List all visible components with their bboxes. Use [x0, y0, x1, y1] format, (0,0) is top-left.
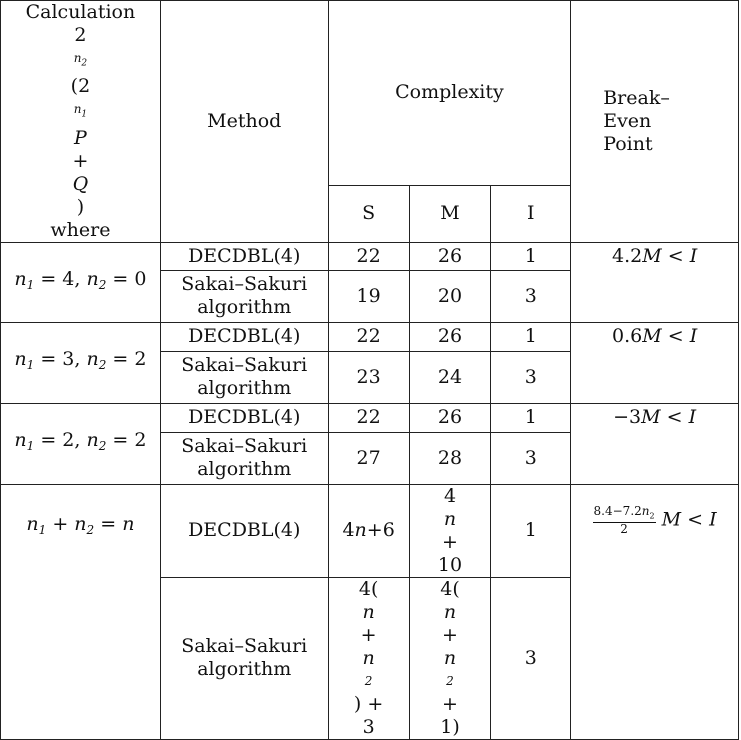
- table-row: [1, 322, 739, 351]
- subheader-m: M: [409, 185, 491, 242]
- m-line: 4( n +: [440, 577, 460, 646]
- method-cell: [160, 432, 328, 484]
- fraction-numerator: $8.4-7.2n_2$: [593, 505, 656, 523]
- m-cell: 24: [409, 351, 491, 403]
- method-cell: DECDBL(4): [160, 484, 328, 577]
- header-calculation: [1, 1, 161, 243]
- method-cell: [160, 577, 328, 739]
- i-cell: 3: [491, 351, 571, 403]
- header-calc-formula: 2 $n_2$ (2 $n_1$ P + Q ): [70, 24, 91, 218]
- s-cell: 4n+6: [328, 484, 409, 577]
- header-complexity: Complexity: [328, 1, 571, 186]
- m-cell: [409, 484, 491, 577]
- calc-cell: $n_1 = 4$, $n_2 = 0$: [1, 242, 161, 322]
- s-cell: 27: [328, 432, 409, 484]
- header-break-even-1: Break–: [603, 86, 670, 109]
- header-break-even: [571, 1, 739, 243]
- method-cell: DECDBL(4): [160, 322, 328, 351]
- s-line: n 2 ) +: [353, 646, 384, 715]
- fraction-denominator: 2: [620, 522, 628, 537]
- s-cell: 23: [328, 351, 409, 403]
- m-cell: 26: [409, 322, 491, 351]
- header-method: Method: [160, 1, 328, 243]
- header-calc-line3: where: [50, 218, 111, 241]
- m-cell: 28: [409, 432, 491, 484]
- method-line: algorithm: [197, 377, 292, 400]
- i-cell: 3: [491, 577, 571, 739]
- method-cell: [160, 270, 328, 322]
- method-line: Sakai–Sakuri: [181, 635, 308, 658]
- method-line: algorithm: [197, 658, 292, 681]
- m-line: n 2 +: [442, 646, 458, 715]
- method-cell: DECDBL(4): [160, 403, 328, 432]
- i-cell: 1: [491, 403, 571, 432]
- method-line: algorithm: [197, 296, 292, 319]
- subheader-i: I: [491, 185, 571, 242]
- m-cell: 26: [409, 403, 491, 432]
- method-line: Sakai–Sakuri: [181, 435, 308, 458]
- s-cell: 22: [328, 403, 409, 432]
- s-line: 3: [362, 715, 375, 738]
- method-line: Sakai–Sakuri: [181, 354, 308, 377]
- s-cell: 22: [328, 322, 409, 351]
- s-line: 4( n +: [358, 577, 379, 646]
- i-cell: 3: [491, 270, 571, 322]
- m-cell: 20: [409, 270, 491, 322]
- break-even-cell: $\frac{8.4-7.2n_2}{2}$ M < I: [571, 484, 739, 739]
- s-cell: [328, 577, 409, 739]
- m-line: 1): [440, 715, 460, 738]
- m-line: 10: [437, 553, 463, 576]
- calc-cell: $n_1 = 2$, $n_2 = 2$: [1, 403, 161, 484]
- break-even-fraction: [593, 505, 656, 536]
- i-cell: 1: [491, 242, 571, 270]
- break-even-cell: −3M < I: [571, 403, 739, 484]
- m-line: 4 n +: [442, 484, 458, 553]
- method-line: Sakai–Sakuri: [181, 273, 308, 296]
- i-cell: 3: [491, 432, 571, 484]
- header-break-even-2: Even: [603, 109, 652, 132]
- method-cell: [160, 351, 328, 403]
- calc-cell: $n_1 = 3$, $n_2 = 2$: [1, 322, 161, 403]
- s-cell: 22: [328, 242, 409, 270]
- header-calc-line1: Calculation: [25, 1, 136, 23]
- s-cell: 19: [328, 270, 409, 322]
- i-cell: 1: [491, 484, 571, 577]
- i-cell: 1: [491, 322, 571, 351]
- m-cell: 26: [409, 242, 491, 270]
- calc-cell: $n_1 + n_2 = n$: [1, 484, 161, 739]
- method-cell: DECDBL(4): [160, 242, 328, 270]
- method-line: algorithm: [197, 458, 292, 481]
- break-even-cell: 0.6M < I: [571, 322, 739, 403]
- subheader-s: S: [328, 185, 409, 242]
- table-row: [1, 242, 739, 270]
- table-row: [1, 484, 739, 577]
- header-break-even-3: Point: [603, 132, 653, 155]
- table-row: [1, 403, 739, 432]
- break-even-cell: 4.2M < I: [571, 242, 739, 322]
- m-cell: [409, 577, 491, 739]
